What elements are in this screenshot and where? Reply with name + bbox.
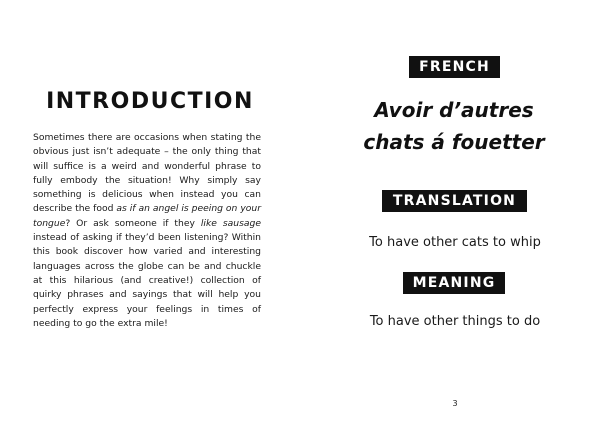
translation-text: To have other cats to whip: [369, 235, 541, 250]
meaning-label: MEANING: [403, 272, 505, 294]
intro-text-segment: instead of asking if they’d been listening? Within this book discover how varied and interesting languages across the globe can be and chuckle at this hilarious (and creative!) collection of quirky phrases and sayings that will help you perfectly express your feelings in times of needing to go the extra mile!: [33, 232, 261, 329]
introduction-heading: INTRODUCTION: [46, 89, 254, 114]
meaning-text: To have other things to do: [369, 314, 541, 329]
translation-label: TRANSLATION: [382, 190, 527, 212]
phrase-line: chats á fouetter: [363, 130, 545, 154]
introduction-body: [33, 131, 261, 331]
foreign-phrase: [330, 94, 578, 158]
intro-italic-segment: like sausage: [200, 217, 261, 229]
intro-italic-segment: as if an angel is peeing on your tongue: [33, 203, 261, 229]
language-label: FRENCH: [409, 56, 500, 78]
right-page: [300, 0, 600, 423]
phrase-line: Avoir d’autres: [374, 98, 534, 122]
intro-text-segment: Sometimes there are occasions when stating the obvious just isn’t adequate – the only thing that will suffice is a weird and wonderful phrase to fully embody the situation! Why simply say something is delicious when instead you can describe the food: [33, 132, 261, 215]
page-number: 3: [452, 399, 458, 408]
intro-text-segment: ? Or ask someone if they: [65, 217, 201, 229]
